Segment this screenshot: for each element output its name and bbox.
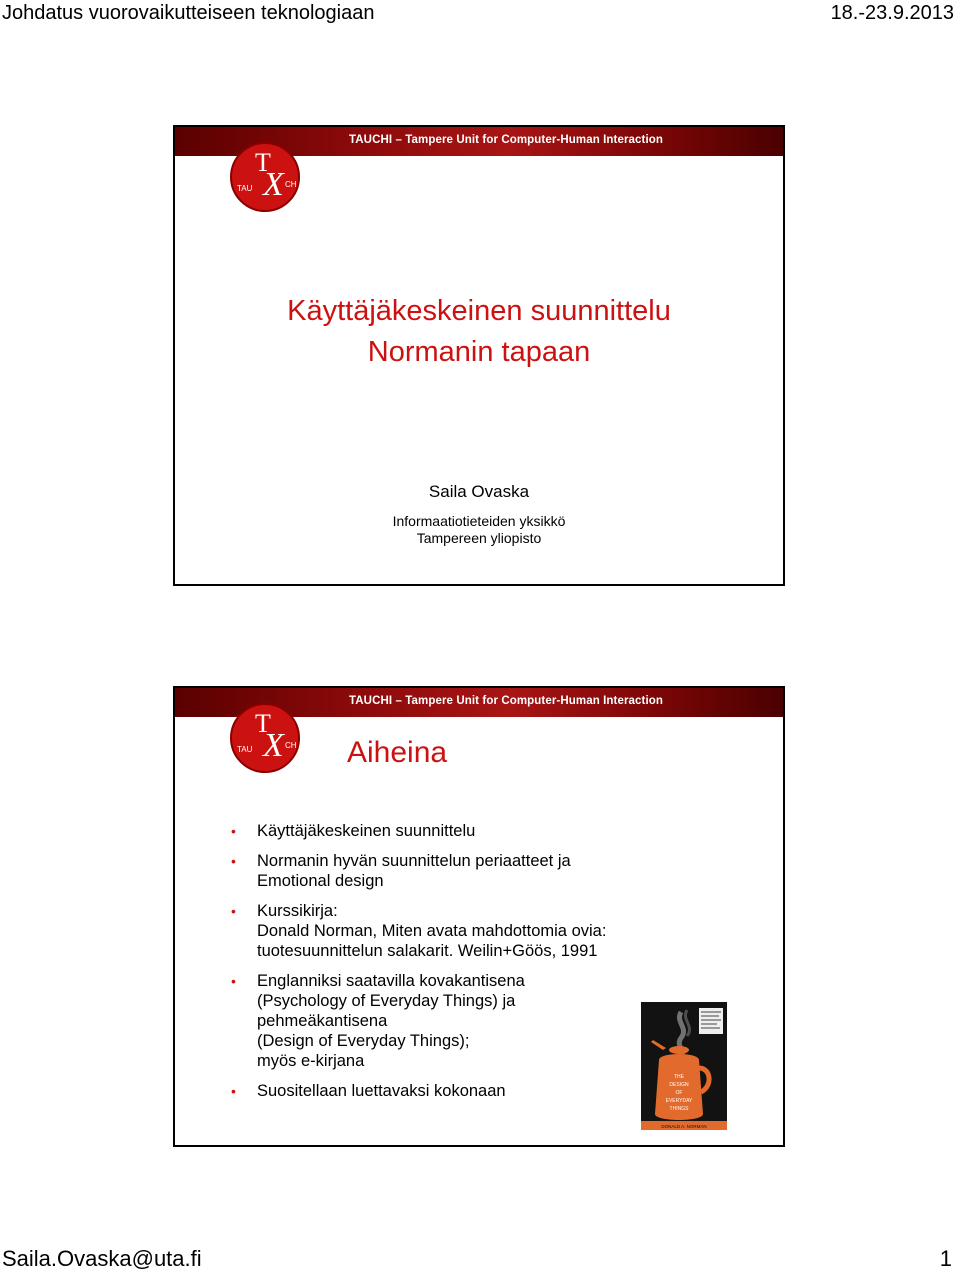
bullet-item: • Käyttäjäkeskeinen suunnittelu	[231, 822, 476, 840]
svg-text:CH: CH	[285, 180, 297, 189]
bullet-item: • Englanniksi saatavilla kovakantisena (Psychology of Everyday Things) ja pehmeäkantisena (Design of Everyday Things); myös e-kirjana	[231, 972, 525, 1070]
svg-text:X: X	[263, 727, 284, 764]
document-header-date: 18.-23.9.2013	[830, 2, 954, 24]
bullet-icon: •	[231, 973, 236, 989]
bullet-icon: •	[231, 853, 236, 869]
slide-2	[173, 686, 785, 1147]
bullet-icon: •	[231, 903, 236, 919]
svg-text:OF: OF	[675, 1090, 683, 1096]
author-email: Saila.Ovaska@uta.fi	[2, 1246, 202, 1271]
bullet-list	[231, 821, 701, 1111]
svg-text:CH: CH	[285, 741, 297, 750]
slide-title-line-2: Normanin tapaan	[367, 336, 591, 368]
svg-text:X: X	[263, 166, 284, 203]
affiliation	[175, 513, 783, 547]
bullet-icon: •	[231, 823, 236, 839]
affiliation-unit: Informaatiotieteiden yksikkö	[392, 513, 566, 529]
affiliation-university: Tampereen yliopisto	[416, 530, 542, 546]
document-header-title: Johdatus vuorovaikutteiseen teknologiaan	[2, 2, 375, 24]
svg-text:T: T	[255, 148, 271, 177]
svg-text:THINGS: THINGS	[669, 1106, 689, 1112]
author-name: Saila Ovaska	[428, 482, 530, 501]
tauchi-logo-icon	[229, 141, 301, 213]
svg-text:DESIGN: DESIGN	[669, 1082, 689, 1088]
bullet-icon: •	[231, 1083, 236, 1099]
svg-text:EVERYDAY: EVERYDAY	[665, 1098, 693, 1104]
bullet-item: • Normanin hyvän suunnittelun periaatteet ja Emotional design	[231, 852, 571, 890]
banner-text: TAUCHI – Tampere Unit for Computer-Human Interaction	[349, 134, 664, 146]
slide-title	[175, 291, 783, 373]
page-number: 1	[939, 1246, 952, 1271]
svg-text:TAU: TAU	[237, 745, 253, 754]
svg-text:TAU: TAU	[237, 184, 253, 193]
slide-1	[173, 125, 785, 586]
banner-text: TAUCHI – Tampere Unit for Computer-Human Interaction	[349, 695, 664, 707]
slide-title-line-1: Käyttäjäkeskeinen suunnittelu	[287, 295, 671, 327]
svg-text:T: T	[255, 709, 271, 738]
tauchi-logo-icon	[229, 702, 301, 774]
bullet-item: • Kurssikirja: Donald Norman, Miten avata mahdottomia ovia: tuotesuunnittelun salakarit. Weilin+Göös, 1991	[231, 902, 607, 960]
slide-title: Aiheina	[347, 736, 448, 769]
svg-text:DONALD A. NORMAN: DONALD A. NORMAN	[661, 1124, 707, 1129]
svg-text:THE: THE	[674, 1074, 684, 1080]
bullet-item: • Suositellaan luettavaksi kokonaan	[231, 1082, 506, 1100]
book-cover-image	[641, 1002, 727, 1130]
